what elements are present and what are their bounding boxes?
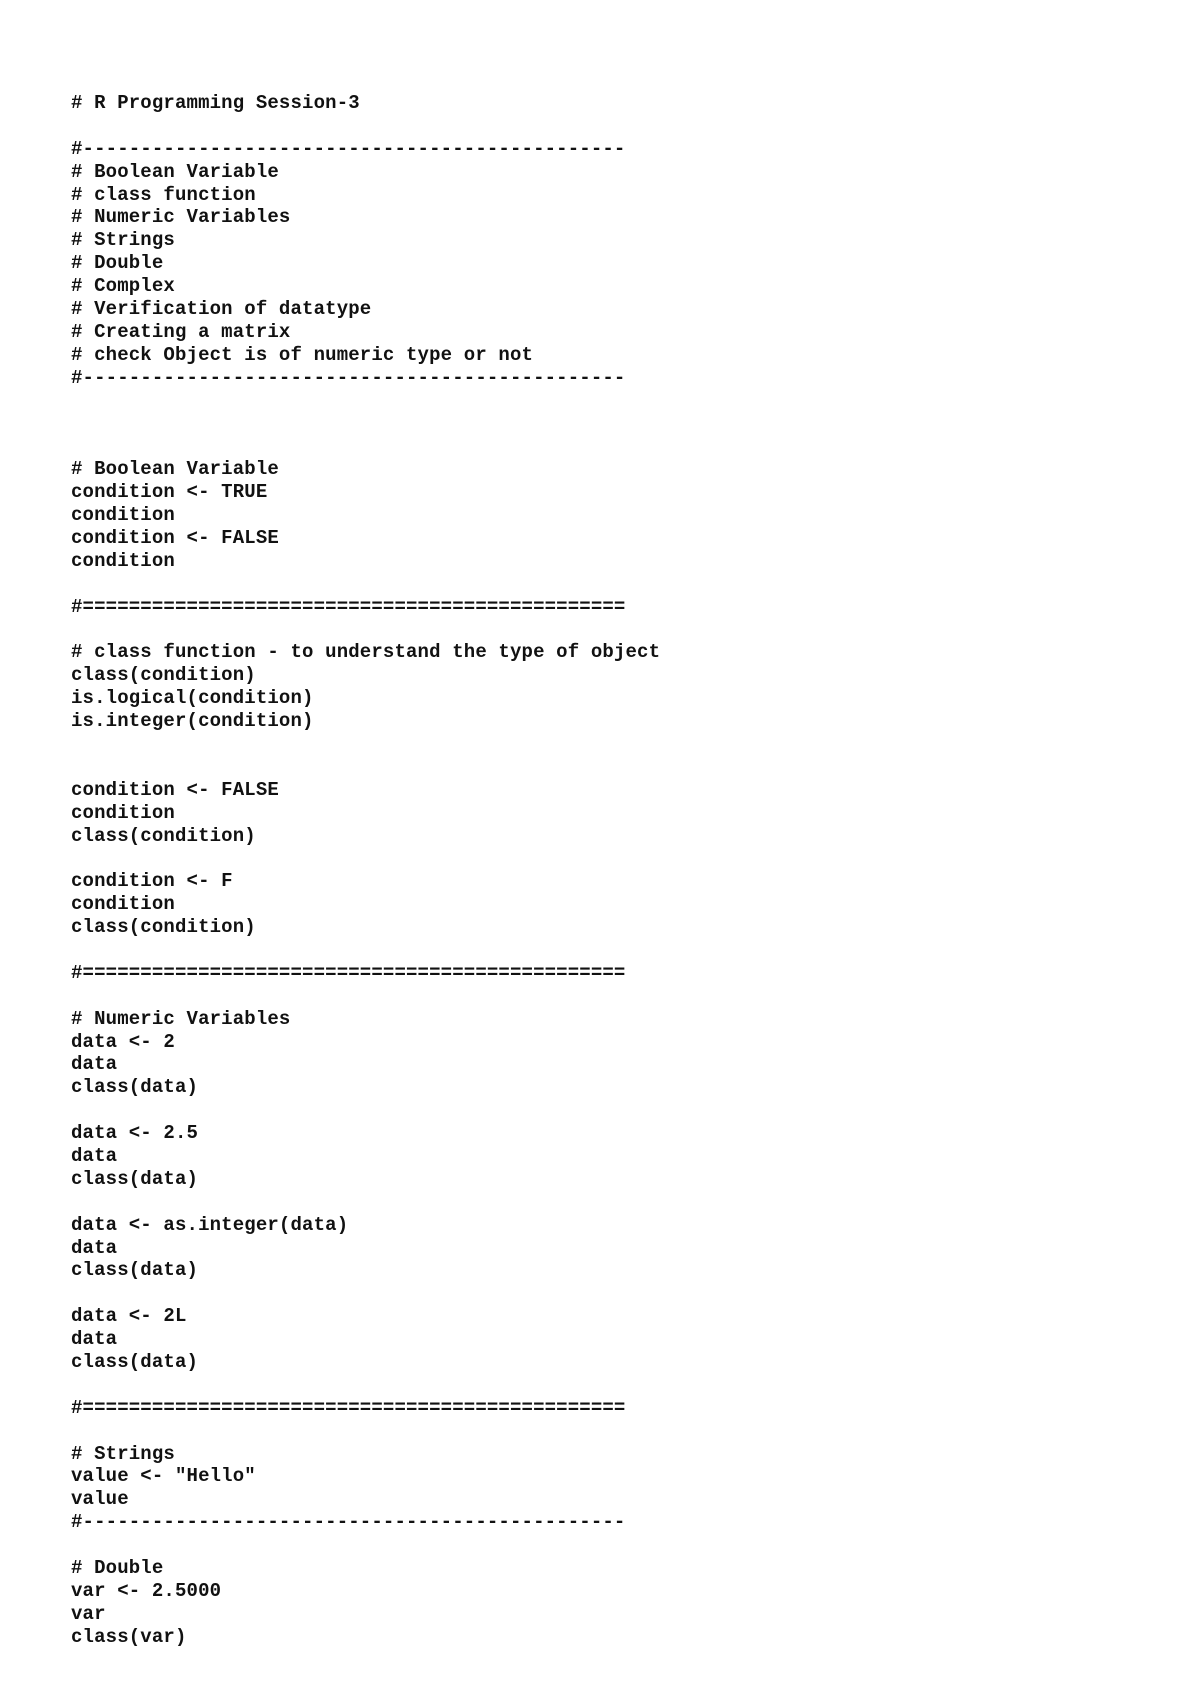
code-line: value <- "Hello": [71, 1465, 256, 1488]
spacer: [71, 412, 1151, 435]
toc-block: [71, 161, 1151, 367]
separator-dash: #-----------------------------------------------: [71, 366, 626, 389]
code-line: class(condition): [71, 916, 256, 939]
toc-line: # Numeric Variables: [71, 206, 291, 229]
code-line: is.logical(condition): [71, 687, 314, 710]
separator-equal: #===============================================: [71, 1396, 626, 1419]
toc-line: # check Object is of numeric type or not: [71, 343, 534, 366]
spacer: [71, 1191, 1151, 1214]
spacer: [71, 1282, 1151, 1305]
code-block-class-f: [71, 870, 1151, 939]
spacer: [71, 1534, 1151, 1557]
code-line: data: [71, 1144, 118, 1167]
code-line: condition: [71, 893, 175, 916]
code-line: data <- 2: [71, 1030, 175, 1053]
spacer: [71, 573, 1151, 596]
toc-line: # Double: [71, 252, 164, 275]
code-line: data: [71, 1328, 118, 1351]
spacer: [71, 1420, 1151, 1443]
code-block-numeric-long: [71, 1305, 1151, 1374]
spacer: [71, 847, 1151, 870]
code-line: class(var): [71, 1625, 187, 1648]
code-line: is.integer(condition): [71, 710, 314, 733]
code-line: condition <- FALSE: [71, 778, 279, 801]
code-line: # Strings: [71, 1442, 175, 1465]
spacer: [71, 1099, 1151, 1122]
code-line: data: [71, 1236, 118, 1259]
code-block-boolean: [71, 458, 1151, 572]
separator-dash: #-----------------------------------------------: [71, 137, 626, 160]
code-block-numeric-integer: [71, 1214, 1151, 1283]
code-block-strings: [71, 1443, 1151, 1512]
code-line: condition: [71, 801, 175, 824]
separator-dash: #-----------------------------------------------: [71, 1511, 626, 1534]
toc-line: # Creating a matrix: [71, 320, 291, 343]
toc-line: # Verification of datatype: [71, 298, 372, 321]
spacer: [71, 756, 1151, 779]
code-line: class(data): [71, 1167, 199, 1190]
code-block-class: [71, 641, 1151, 733]
code-line: condition: [71, 504, 175, 527]
code-line: class(data): [71, 1350, 199, 1373]
code-line: var: [71, 1602, 106, 1625]
code-line: condition <- TRUE: [71, 481, 268, 504]
code-line: # Boolean Variable: [71, 458, 279, 481]
spacer: [71, 435, 1151, 458]
separator-equal: #===============================================: [71, 961, 626, 984]
spacer: [71, 1374, 1151, 1397]
code-block-double: [71, 1557, 1151, 1649]
separator-equal: #===============================================: [71, 595, 626, 618]
toc-line: # Complex: [71, 275, 175, 298]
document-title: # R Programming Session-3: [71, 92, 360, 114]
code-line: data <- 2L: [71, 1305, 187, 1328]
code-block-numeric: [71, 1008, 1151, 1100]
code-line: # class function - to understand the type of object: [71, 641, 661, 664]
code-line: # Numeric Variables: [71, 1007, 291, 1030]
spacer: [71, 733, 1151, 756]
code-block-numeric-double: [71, 1122, 1151, 1191]
code-line: class(condition): [71, 824, 256, 847]
code-line: class(data): [71, 1076, 199, 1099]
spacer: [71, 939, 1151, 962]
spacer: [71, 618, 1151, 641]
code-line: # Double: [71, 1557, 164, 1579]
spacer: [71, 115, 1151, 138]
code-document: [71, 92, 1151, 1649]
toc-line: # Boolean Variable: [71, 160, 279, 183]
code-line: class(data): [71, 1259, 199, 1282]
spacer: [71, 390, 1151, 413]
code-line: data <- 2.5: [71, 1122, 199, 1145]
code-line: condition: [71, 549, 175, 572]
code-line: data <- as.integer(data): [71, 1213, 349, 1236]
code-line: condition <- FALSE: [71, 526, 279, 549]
toc-line: # class function: [71, 183, 256, 206]
code-block-class-false: [71, 779, 1151, 848]
spacer: [71, 985, 1151, 1008]
code-line: condition <- F: [71, 870, 233, 893]
toc-line: # Strings: [71, 229, 175, 252]
code-line: value: [71, 1488, 129, 1511]
code-line: data: [71, 1053, 118, 1076]
code-line: var <- 2.5000: [71, 1579, 222, 1602]
code-line: class(condition): [71, 664, 256, 687]
